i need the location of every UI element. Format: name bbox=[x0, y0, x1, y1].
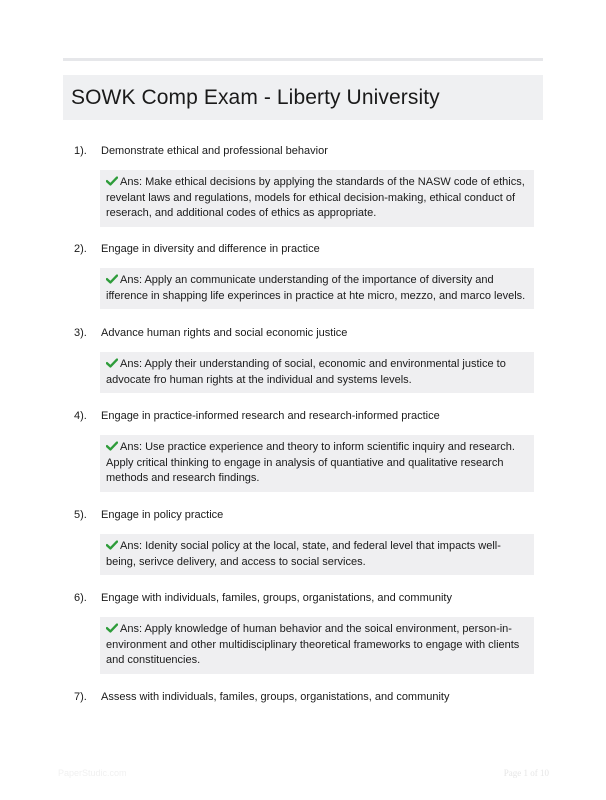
check-icon bbox=[106, 176, 118, 186]
question-text: Advance human rights and social economic justice bbox=[101, 327, 348, 339]
top-divider bbox=[63, 58, 543, 61]
footer-watermark: PaperStudic.com bbox=[58, 768, 127, 778]
answer-box bbox=[100, 534, 534, 575]
answer-box bbox=[100, 170, 534, 227]
question-text: Assess with individuals, familes, groups, organistations, and community bbox=[101, 691, 450, 703]
answer-text: Ans: Apply an communicate understanding of the importance of diversity and ifference in shapping life experinces in practice at hte micro, mezzo, and marco levels. bbox=[106, 274, 526, 302]
answer-text: Ans: Use practice experience and theory to inform scientific inquiry and research. Apply critical thinking to engage in analysis of quantiative and qualitative research methods and research findings. bbox=[106, 441, 515, 484]
question-text: Engage with individuals, familes, groups, organistations, and community bbox=[101, 592, 452, 604]
question-text: Engage in policy practice bbox=[101, 509, 224, 521]
question-text: Engage in diversity and difference in practice bbox=[101, 243, 320, 255]
answer-text: Ans: Idenity social policy at the local, state, and federal level that impacts well-being, serivce delivery, and access to social services. bbox=[106, 540, 501, 568]
answer-box bbox=[100, 268, 534, 309]
answer-box bbox=[100, 617, 534, 674]
check-icon bbox=[106, 623, 118, 633]
question-number: 1). bbox=[74, 145, 87, 157]
question-number: 6). bbox=[74, 592, 87, 604]
question-number: 7). bbox=[74, 691, 87, 703]
page-number: Page 1 of 10 bbox=[503, 768, 549, 778]
question-text: Demonstrate ethical and professional behavior bbox=[101, 145, 328, 157]
answer-box bbox=[100, 435, 534, 492]
answer-box bbox=[100, 352, 534, 393]
check-icon bbox=[106, 274, 118, 284]
answer-text: Ans: Make ethical decisions by applying the standards of the NASW code of ethics, revelant laws and regulations, models for ethical decision-making, ethical conduct of reserach, and additional codes of ethics as appropriate. bbox=[106, 176, 525, 219]
check-icon bbox=[106, 441, 118, 451]
question-text: Engage in practice-informed research and research-informed practice bbox=[101, 410, 440, 422]
question-number: 5). bbox=[74, 509, 87, 521]
title-bar bbox=[63, 75, 543, 120]
page-title: SOWK Comp Exam - Liberty University bbox=[71, 85, 440, 109]
answer-text: Ans: Apply knowledge of human behavior and the soical environment, person-in-environment and other multidisciplinary theoretical frameworks to engage with clients and constituencies. bbox=[106, 623, 520, 666]
answer-text: Ans: Apply their understanding of social, economic and environmental justice to advocate fro human rights at the individual and systems levels. bbox=[106, 358, 506, 386]
question-number: 4). bbox=[74, 410, 87, 422]
check-icon bbox=[106, 540, 118, 550]
question-number: 2). bbox=[74, 243, 87, 255]
question-number: 3). bbox=[74, 327, 87, 339]
check-icon bbox=[106, 358, 118, 368]
